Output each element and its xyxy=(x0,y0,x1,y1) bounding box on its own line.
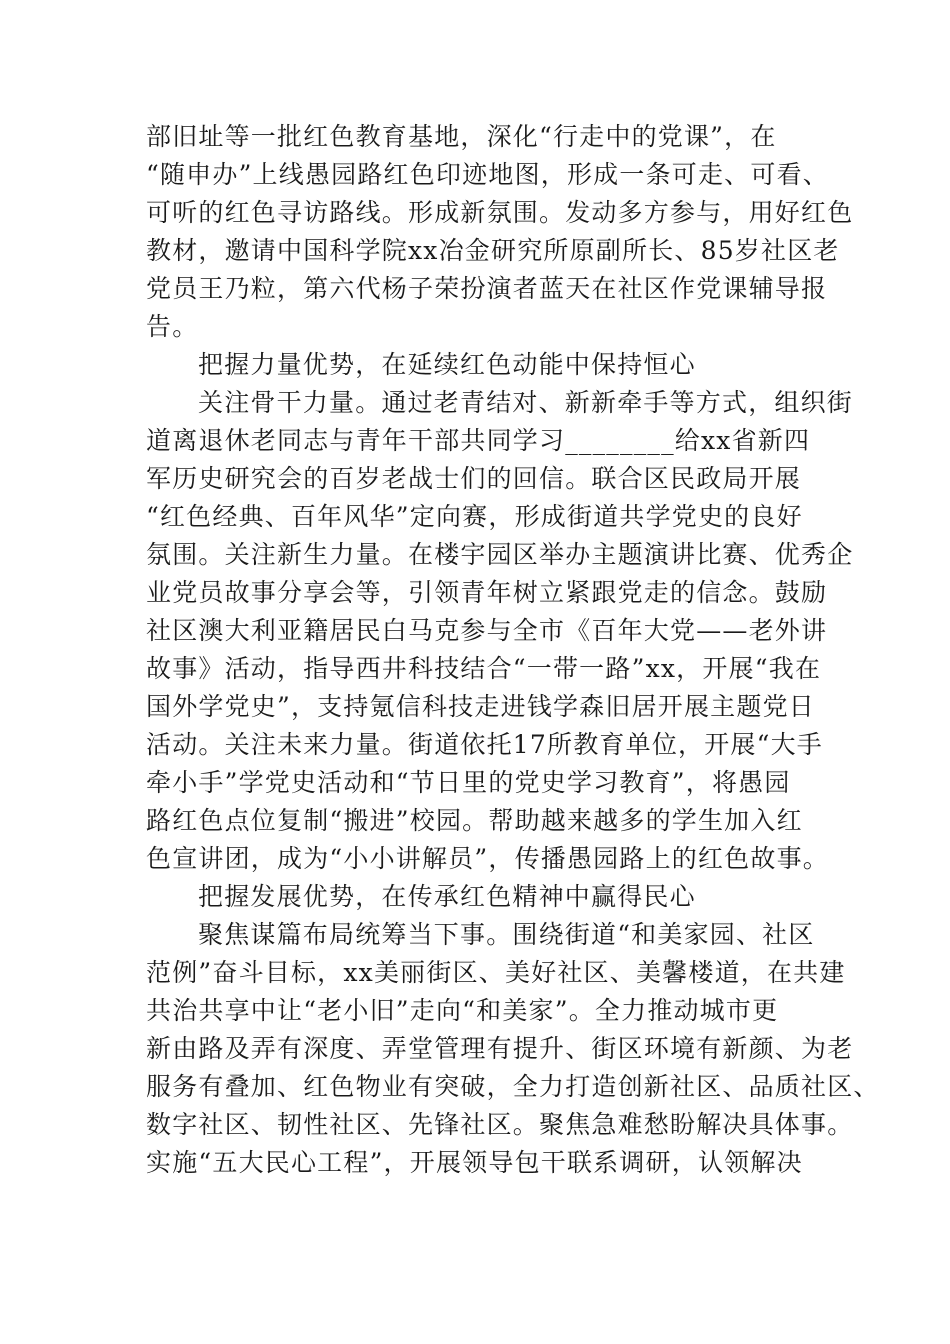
text-line: 部旧址等一批红色教育基地，深化“行走中的党课”，在 xyxy=(146,122,777,151)
text-line: 业党员故事分享会等，引领青年树立紧跟党走的信念。鼓励 xyxy=(146,578,828,607)
text-line: 党员王乃粒，第六代杨子荣扮演者蓝天在社区作党课辅导报 xyxy=(146,274,828,303)
text-line: 实施“五大民心工程”，开展领导包干联系调研，认领解决 xyxy=(146,1148,803,1177)
text-line: 社区澳大利亚籍居民白马克参与全市《百年大党——老外讲 xyxy=(146,616,828,645)
text-line: 故事》活动，指导西井科技结合“一带一路”xx，开展“我在 xyxy=(146,654,822,683)
paragraph-start-line: 关注骨干力量。通过老青结对、新新牵手等方式，组织街 xyxy=(198,388,854,417)
text-line: 数字社区、韧性社区、先锋社区。聚焦急难愁盼解决具体事。 xyxy=(146,1110,854,1139)
paragraph-start-line: 把握发展优势，在传承红色精神中赢得民心 xyxy=(198,882,696,911)
text-line: 告。 xyxy=(146,312,199,341)
text-line: 教材，邀请中国科学院xx冶金研究所原副所长、85岁社区老 xyxy=(146,236,840,265)
text-line: 活动。关注未来力量。街道依托17所教育单位，开展“大手 xyxy=(146,730,823,759)
text-line: “随申办”上线愚园路红色印迹地图，形成一条可走、可看、 xyxy=(146,160,829,189)
paragraph-start-line: 聚焦谋篇布局统筹当下事。围绕街道“和美家园、社区 xyxy=(198,920,815,949)
text-line: 色宣讲团，成为“小小讲解员”，传播愚园路上的红色故事。 xyxy=(146,844,829,873)
text-line: 氛围。关注新生力量。在楼宇园区举办主题演讲比赛、优秀企 xyxy=(146,540,854,569)
text-line: 牵小手”学党史活动和“节日里的党史学习教育”，将愚园 xyxy=(146,768,791,797)
text-line: 国外学党史”，支持氪信科技走进钱学森旧居开展主题党日 xyxy=(146,692,815,721)
text-line: 共治共享中让“老小旧”走向“和美家”。全力推动城市更 xyxy=(146,996,779,1025)
text-line: 可听的红色寻访路线。形成新氛围。发动多方参与，用好红色 xyxy=(146,198,854,227)
text-line: 范例”奋斗目标，xx美丽街区、美好社区、美馨楼道，在共建 xyxy=(146,958,846,987)
text-line: 军历史研究会的百岁老战士们的回信。联合区民政局开展 xyxy=(146,464,802,493)
text-line: 新由路及弄有深度、弄堂管理有提升、街区环境有新颜、为老 xyxy=(146,1034,854,1063)
text-line: 道离退休老同志与青年干部共同学习________给xx省新四 xyxy=(146,426,811,455)
text-line: 服务有叠加、红色物业有突破，全力打造创新社区、品质社区、 xyxy=(146,1072,880,1101)
text-line: 路红色点位复制“搬进”校园。帮助越来越多的学生加入红 xyxy=(146,806,803,835)
document-body xyxy=(146,118,880,1182)
paragraph-start-line: 把握力量优势，在延续红色动能中保持恒心 xyxy=(198,350,696,379)
text-line: “红色经典、百年风华”定向赛，形成街道共学党史的良好 xyxy=(146,502,803,531)
